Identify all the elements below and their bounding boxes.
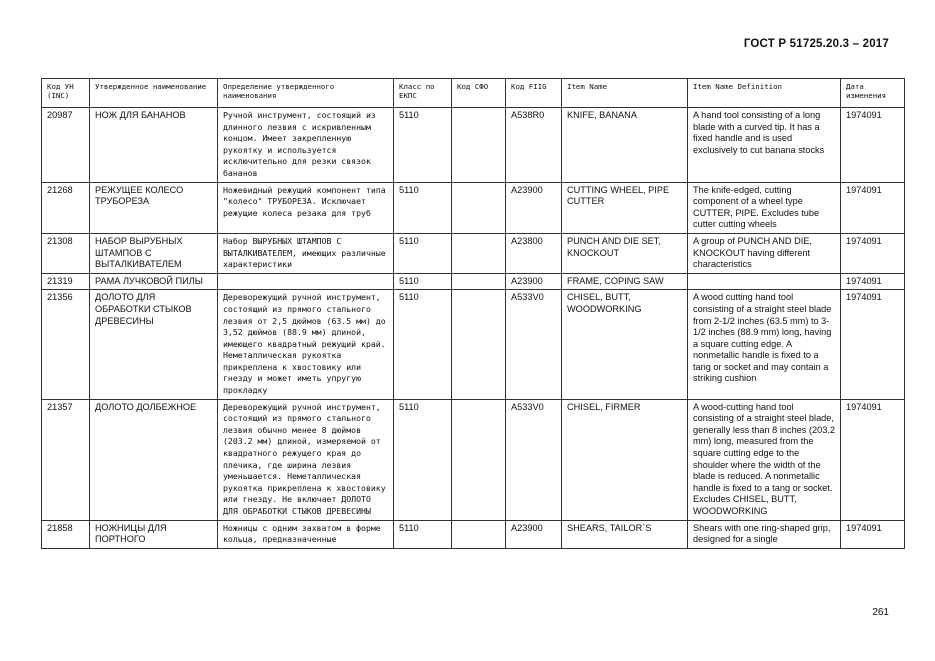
cell-ekps: 5110 bbox=[394, 399, 452, 520]
cell-inc: 20987 bbox=[42, 108, 90, 183]
cell-name-ru: ДОЛОТО ДЛЯ ОБРАБОТКИ СТЫКОВ ДРЕВЕСИНЫ bbox=[90, 290, 218, 399]
cell-item-name: PUNCH AND DIE SET, KNOCKOUT bbox=[562, 233, 688, 273]
cell-item-name: KNIFE, BANANA bbox=[562, 108, 688, 183]
cell-fiig: A23900 bbox=[506, 182, 562, 233]
cell-ekps: 5110 bbox=[394, 182, 452, 233]
cell-ekps: 5110 bbox=[394, 520, 452, 548]
table-row bbox=[42, 233, 905, 273]
col-header-def-ru: Определение утвержденного наименования bbox=[218, 79, 394, 108]
col-header-item-def: Item Name Definition bbox=[688, 79, 841, 108]
cell-fiig: A23800 bbox=[506, 233, 562, 273]
cell-inc: 21268 bbox=[42, 182, 90, 233]
cell-name-ru: ДОЛОТО ДОЛБЕЖНОЕ bbox=[90, 399, 218, 520]
col-header-date: Дата изменения bbox=[841, 79, 905, 108]
col-header-inc: Код УН (INC) bbox=[42, 79, 90, 108]
table-row bbox=[42, 273, 905, 290]
cell-date: 1974091 bbox=[841, 520, 905, 548]
table-row bbox=[42, 520, 905, 548]
col-header-ekps: Класс по ЕКПС bbox=[394, 79, 452, 108]
cell-item-name: FRAME, COPING SAW bbox=[562, 273, 688, 290]
page-number: 261 bbox=[872, 607, 889, 618]
table-header-row bbox=[42, 79, 905, 108]
cell-item-def: A wood-cutting hand tool consisting of a straight steel blade, generally less than 8 inches (203.2 mm) long, measured from the square cutting edge to the shoulder where the width of the blade is reduced. A nonmetallic handle is fixed to a tang or socket. Excludes CHISEL, BUTT, WOODWORKING bbox=[688, 399, 841, 520]
cell-fiig: A538R0 bbox=[506, 108, 562, 183]
cell-sfo bbox=[452, 182, 506, 233]
cell-sfo bbox=[452, 399, 506, 520]
cell-date: 1974091 bbox=[841, 399, 905, 520]
cell-item-def: A group of PUNCH AND DIE, KNOCKOUT having different characteristics bbox=[688, 233, 841, 273]
cell-fiig: A23900 bbox=[506, 273, 562, 290]
cell-sfo bbox=[452, 290, 506, 399]
cell-date: 1974091 bbox=[841, 290, 905, 399]
cell-ekps: 5110 bbox=[394, 290, 452, 399]
cell-def-ru: Ножевидный режущий компонент типа "колесо" ТРУБОРЕЗА. Исключает режущие колеса резака для труб bbox=[218, 182, 394, 233]
document-title: ГОСТ Р 51725.20.3 – 2017 bbox=[743, 38, 889, 50]
cell-sfo bbox=[452, 273, 506, 290]
cell-fiig: A23900 bbox=[506, 520, 562, 548]
cell-item-name: CUTTING WHEEL, PIPE CUTTER bbox=[562, 182, 688, 233]
cell-inc: 21858 bbox=[42, 520, 90, 548]
cell-sfo bbox=[452, 520, 506, 548]
cell-item-def bbox=[688, 273, 841, 290]
cell-item-def: A hand tool consisting of a long blade with a curved tip. It has a fixed handle and is used exclusively to cut banana stocks bbox=[688, 108, 841, 183]
cell-date: 1974091 bbox=[841, 108, 905, 183]
col-header-item-name: Item Name bbox=[562, 79, 688, 108]
cell-name-ru: НОЖНИЦЫ ДЛЯ ПОРТНОГО bbox=[90, 520, 218, 548]
cell-item-def: Shears with one ring-shaped grip, designed for a single bbox=[688, 520, 841, 548]
cell-sfo bbox=[452, 108, 506, 183]
cell-inc: 21308 bbox=[42, 233, 90, 273]
cell-name-ru: РАМА ЛУЧКОВОЙ ПИЛЫ bbox=[90, 273, 218, 290]
cell-fiig: A533V0 bbox=[506, 399, 562, 520]
cell-item-def: A wood cutting hand tool consisting of a straight steel blade from 2-1/2 inches (63.5 mm) to 3-1/2 inches (88.9 mm) long, having a square cutting edge. A nonmetallic handle is fixed to a tang or socket and may contain a striking cushion bbox=[688, 290, 841, 399]
cell-name-ru: НОЖ ДЛЯ БАНАНОВ bbox=[90, 108, 218, 183]
cell-fiig: A533V0 bbox=[506, 290, 562, 399]
cell-date: 1974091 bbox=[841, 182, 905, 233]
cell-ekps: 5110 bbox=[394, 233, 452, 273]
cell-def-ru: Ножницы с одним захватом в форме кольца, предназначенные bbox=[218, 520, 394, 548]
table-row bbox=[42, 290, 905, 399]
cell-date: 1974091 bbox=[841, 273, 905, 290]
cell-inc: 21319 bbox=[42, 273, 90, 290]
cell-item-name: SHEARS, TAILOR`S bbox=[562, 520, 688, 548]
cell-def-ru: Дереворежущий ручной инструмент, состоящий из прямого стального лезвия обычно менее 8 дюймов (203.2 мм) длиной, измеряемой от квадратного режущего края до плечика, где ширина лезвия уменьшается. Неметаллическая рукоятка прикреплена к хвостовику или гнезду. Не включает ДОЛОТО ДЛЯ ОБРАБОТКИ СТЫКОВ ДРЕВЕСИНЫ bbox=[218, 399, 394, 520]
cell-item-name: CHISEL, BUTT, WOODWORKING bbox=[562, 290, 688, 399]
cell-inc: 21357 bbox=[42, 399, 90, 520]
table-row bbox=[42, 108, 905, 183]
cell-def-ru: Ручной инструмент, состоящий из длинного лезвия с искривленным концом. Имеет закрепленную рукоятку и используется исключительно для резки связок бананов bbox=[218, 108, 394, 183]
cell-ekps: 5110 bbox=[394, 108, 452, 183]
classification-table bbox=[41, 78, 905, 549]
table-row bbox=[42, 182, 905, 233]
cell-inc: 21356 bbox=[42, 290, 90, 399]
col-header-name-ru: Утвержденное наименование bbox=[90, 79, 218, 108]
cell-item-name: CHISEL, FIRMER bbox=[562, 399, 688, 520]
cell-def-ru: Набор ВЫРУБНЫХ ШТАМПОВ С ВЫТАЛКИВАТЕЛЕМ, имеющих различные характеристики bbox=[218, 233, 394, 273]
cell-name-ru: НАБОР ВЫРУБНЫХ ШТАМПОВ С ВЫТАЛКИВАТЕЛЕМ bbox=[90, 233, 218, 273]
cell-def-ru: Дереворежущий ручной инструмент, состоящий из прямого стального лезвия от 2,5 дюймов (63.5 мм) до 3,52 дюймов (88.9 мм) длиной, имеющего квадратный режущий край. Неметаллическая рукоятка прикреплена к хвостовику или гнезду и может иметь упругую прокладку bbox=[218, 290, 394, 399]
col-header-sfo: Код СФО bbox=[452, 79, 506, 108]
cell-name-ru: РЕЖУЩЕЕ КОЛЕСО ТРУБОРЕЗА bbox=[90, 182, 218, 233]
cell-def-ru bbox=[218, 273, 394, 290]
col-header-fiig: Код FIIG bbox=[506, 79, 562, 108]
cell-item-def: The knife-edged, cutting component of a wheel type CUTTER, PIPE. Excludes tube cutter cutting wheels bbox=[688, 182, 841, 233]
table-row bbox=[42, 399, 905, 520]
cell-ekps: 5110 bbox=[394, 273, 452, 290]
cell-sfo bbox=[452, 233, 506, 273]
cell-date: 1974091 bbox=[841, 233, 905, 273]
